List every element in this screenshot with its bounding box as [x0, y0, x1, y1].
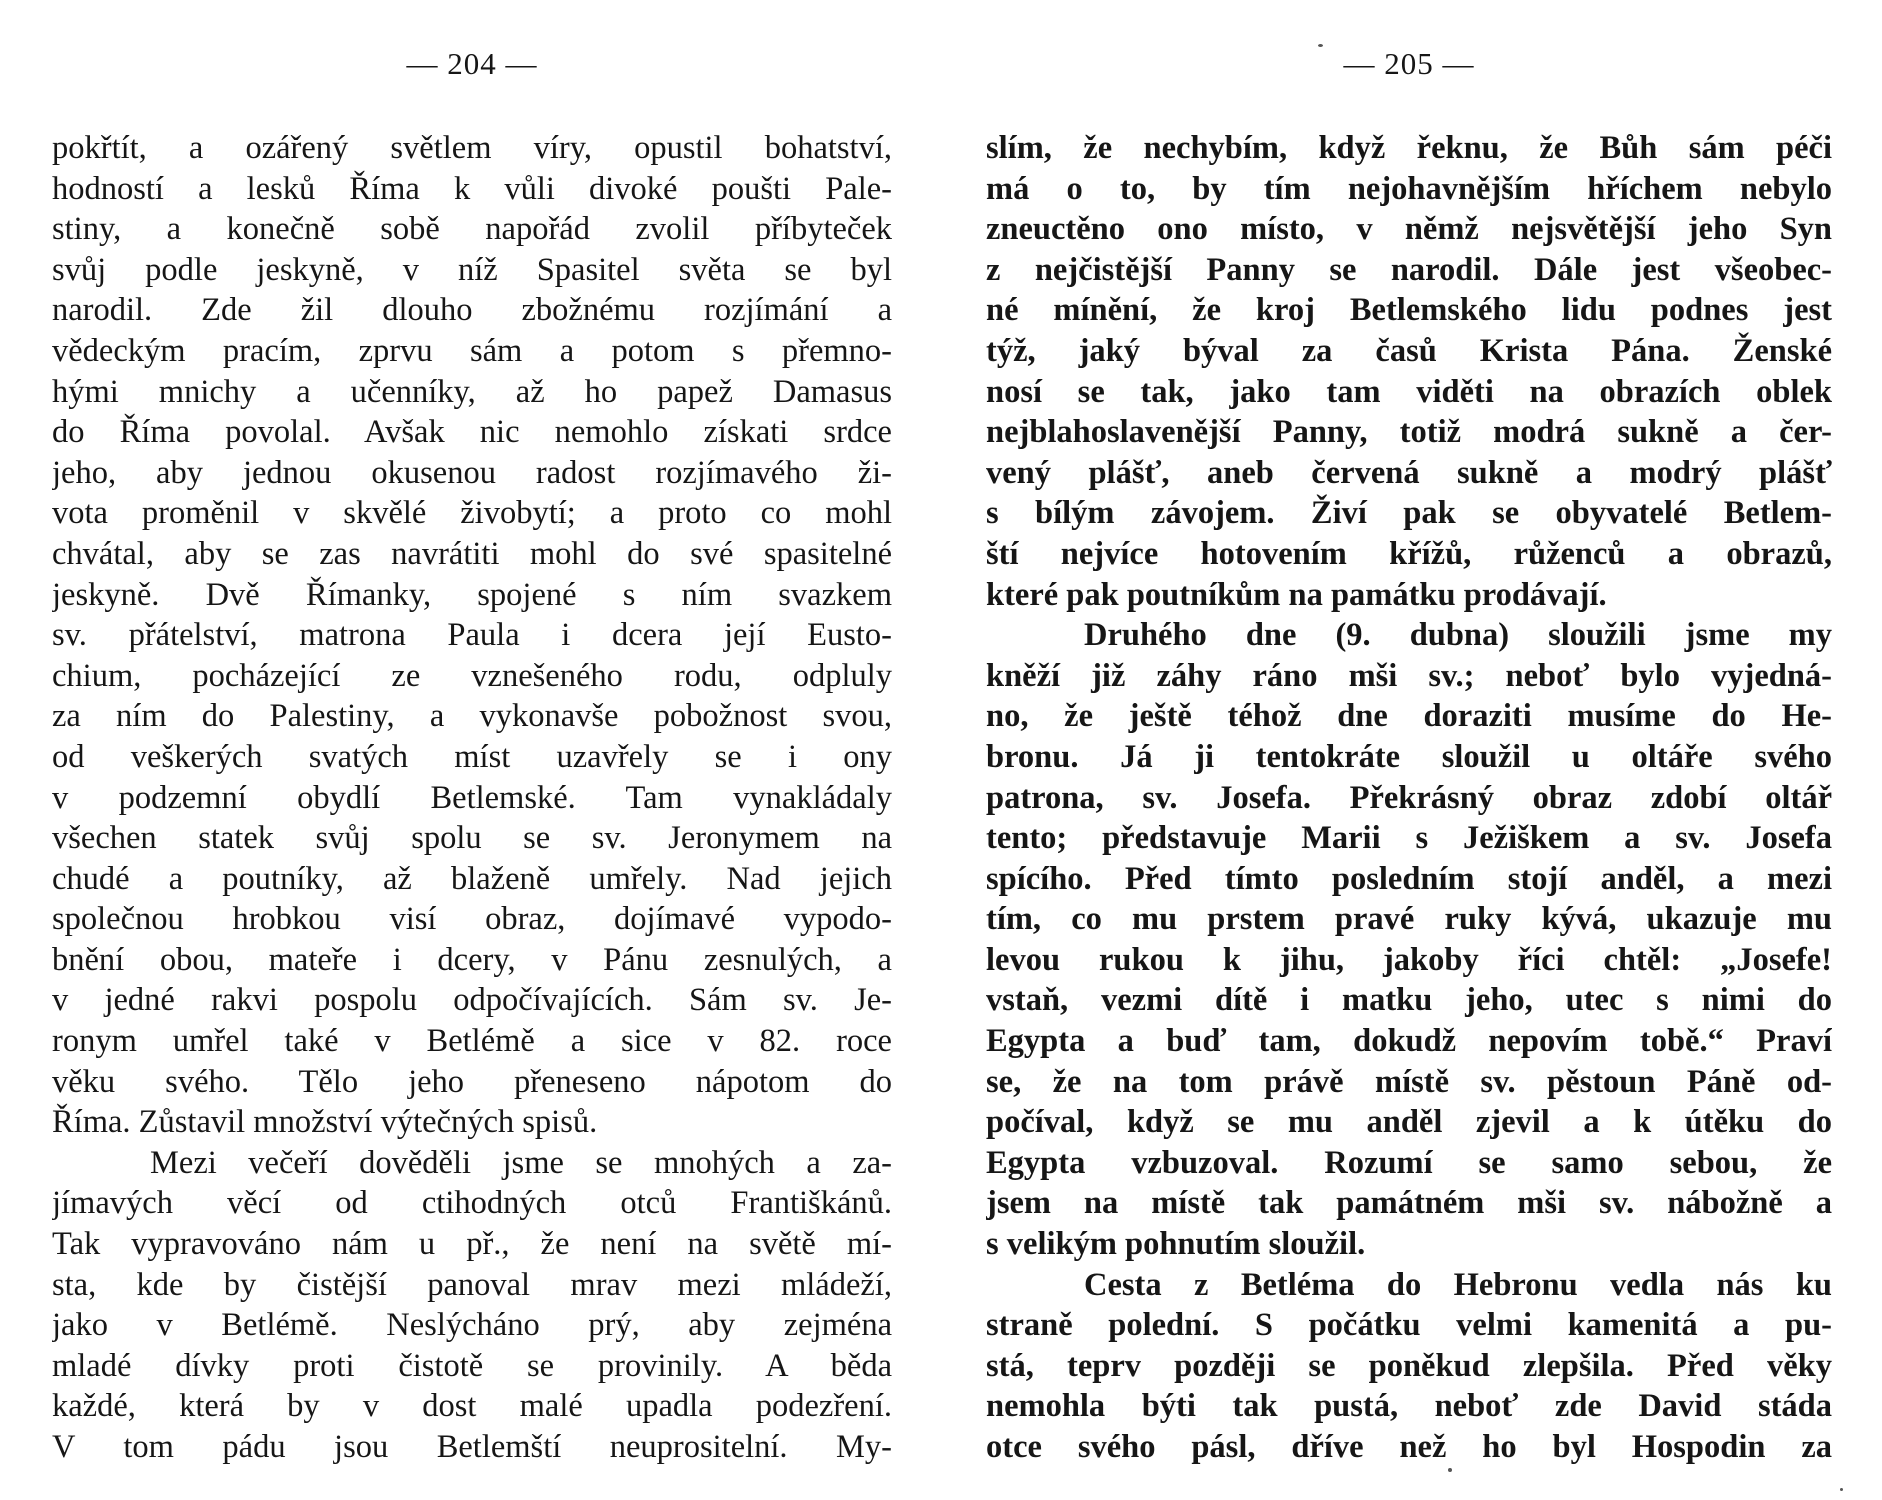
text-line: hými mnichy a učenníky, až ho papež Damasus [52, 373, 892, 410]
text-line: Cesta z Betléma do Hebronu vedla nás ku [1084, 1266, 1832, 1303]
text-line: V tom pádu jsou Betlemští neuprositelní. My- [52, 1429, 892, 1465]
text-line: z nejčistější Panny se narodil. Dále jest všeobec- [986, 251, 1832, 288]
text-line: týž, jaký býval za časů Krista Pána. Ženské [986, 332, 1832, 369]
text-line: Egypta vzbuzoval. Rozumí se samo sebou, že [986, 1144, 1832, 1181]
text-line: od veškerých svatých míst uzavřely se i ony [52, 738, 892, 775]
text-line: stá, teprv později se poněkud zlepšila. Před věky [986, 1347, 1832, 1384]
text-line: s bílým závojem. Živí pak se obyvatelé Betlem- [986, 495, 1832, 532]
text-line: chudé a poutníky, až blaženě umřely. Nad jejich [52, 860, 892, 897]
text-line: patrona, sv. Josefa. Překrásný obraz zdobí oltář [986, 779, 1832, 816]
text-line: jímavých věcí od ctihodných otců Františkánů. [52, 1185, 892, 1222]
text-line: ští nejvíce hotovením křížů, růženců a obrazů, [986, 535, 1832, 572]
text-line: v jedné rakvi pospolu odpočívajících. Sám sv. Je- [52, 982, 892, 1019]
text-line: sta, kde by čistější panoval mrav mezi mládeží, [52, 1266, 892, 1303]
text-line: Egypta a buď tam, dokudž nepovím tobě.“ Praví [986, 1023, 1832, 1060]
text-line: vota proměnil v skvělé živobytí; a proto co mohl [52, 495, 892, 532]
text-line: tento; představuje Marii s Ježiškem a sv. Josefa [986, 820, 1832, 857]
text-line: vědeckým pracím, zprvu sám a potom s přemno- [52, 332, 892, 369]
text-line: všechen statek svůj spolu se sv. Jeronymem na [52, 820, 892, 857]
text-line: pokřtít, a ozářený světlem víry, opustil bohatství, [52, 130, 892, 166]
text-line: né mínění, že kroj Betlemského lidu podnes jest [986, 292, 1832, 329]
text-line: společnou hrobkou visí obraz, dojímavé vypodo- [52, 901, 892, 938]
page-text [52, 128, 892, 1468]
page-number: — 205 — [1343, 46, 1475, 81]
text-line: má o to, by tím nejohavnějším hříchem nebylo [986, 170, 1832, 207]
left-page [52, 0, 892, 1500]
text-line: Říma. Zůstavil množství výtečných spisů. [52, 1104, 598, 1141]
scan-speck [1840, 1488, 1843, 1491]
text-line: jeho, aby jednou okusenou radost rozjímavého ži- [52, 454, 892, 491]
text-line: chvátal, aby se zas navrátiti mohl do své spasitelné [52, 535, 892, 572]
text-line: sv. přátelství, matrona Paula i dcera její Eusto- [52, 617, 892, 654]
text-line: hodností a lesků Říma k vůli divoké poušti Pale- [52, 170, 892, 207]
text-line: straně polední. S počátku velmi kamenitá a pu- [986, 1307, 1832, 1344]
text-line: svůj podle jeskyně, v níž Spasitel světa se byl [52, 251, 892, 288]
text-line: chium, pocházející ze vznešeného rodu, odpluly [52, 657, 892, 694]
text-line: věku svého. Tělo jeho přeneseno nápotom do [52, 1063, 892, 1100]
text-line: vstaň, vezmi dítě i matku jeho, utec s nimi do [986, 982, 1832, 1019]
text-line: levou rukou k jihu, jakoby říci chtěl: „Josefe! [986, 941, 1832, 978]
text-line: nemohla býti tak pustá, neboť zde David stáda [986, 1388, 1832, 1425]
text-line: za ním do Palestiny, a vykonavše pobožnost svou, [52, 698, 892, 735]
text-line: zneuctěno ono místo, v němž nejsvětější jeho Syn [986, 211, 1832, 248]
page-text [986, 128, 1832, 1468]
text-line: s velikým pohnutím sloužil. [986, 1226, 1366, 1263]
scan-speck [1448, 1468, 1452, 1472]
text-line: nosí se tak, jako tam viděti na obrazích oblek [986, 373, 1832, 410]
text-line: Mezi večeří dověděli jsme se mnohých a za- [150, 1144, 892, 1181]
text-line: ronym umřel také v Betlémě a sice v 82. roce [52, 1023, 892, 1060]
text-line: slím, že nechybím, když řeknu, že Bůh sám péči [986, 130, 1832, 166]
text-line: se, že na tom právě místě sv. pěstoun Páně od- [986, 1063, 1832, 1100]
text-line: spícího. Před tímto posledním stojí anděl, a mezi [986, 860, 1832, 897]
text-line: narodil. Zde žil dlouho zbožnému rozjímání a [52, 292, 892, 329]
text-line: otce svého pásl, dříve než ho byl Hospodin za [986, 1429, 1832, 1465]
text-line: počíval, když se mu anděl zjevil a k útěku do [986, 1104, 1832, 1141]
text-line: bronu. Já ji tentokráte sloužil u oltáře svého [986, 738, 1832, 775]
right-page [986, 0, 1832, 1500]
text-line: které pak poutníkům na památku prodávají. [986, 576, 1607, 613]
text-line: Tak vypravováno nám u př., že není na světě mí- [52, 1226, 892, 1263]
text-line: jako v Betlémě. Neslýcháno prý, aby zejména [52, 1307, 892, 1344]
text-line: jsem na místě tak památném mši sv. nábožně a [986, 1185, 1832, 1222]
page-number: — 204 — [406, 46, 538, 81]
text-line: v podzemní obydlí Betlemské. Tam vynakládaly [52, 779, 892, 816]
text-line: tím, co mu prstem pravé ruky kývá, ukazuje mu [986, 901, 1832, 938]
scan-speck [1318, 44, 1323, 47]
text-line: Druhého dne (9. dubna) sloužili jsme my [1084, 617, 1832, 654]
text-line: do Říma povolal. Avšak nic nemohlo získati srdce [52, 414, 892, 451]
text-line: nejblahoslavenější Panny, totiž modrá sukně a čer- [986, 414, 1832, 451]
text-line: no, že ještě téhož dne doraziti musíme do He- [986, 698, 1832, 735]
text-line: mladé dívky proti čistotě se provinily. A běda [52, 1347, 892, 1384]
text-line: stiny, a konečně sobě napořád zvolil příbyteček [52, 211, 892, 248]
text-line: bnění obou, mateře i dcery, v Pánu zesnulých, a [52, 941, 892, 978]
text-line: každé, která by v dost malé upadla podezření. [52, 1388, 892, 1425]
text-line: kněží již záhy ráno mši sv.; neboť bylo vyjedná- [986, 657, 1832, 694]
text-line: jeskyně. Dvě Římanky, spojené s ním svazkem [52, 576, 892, 613]
text-line: vený plášť, aneb červená sukně a modrý plášť [986, 454, 1832, 491]
